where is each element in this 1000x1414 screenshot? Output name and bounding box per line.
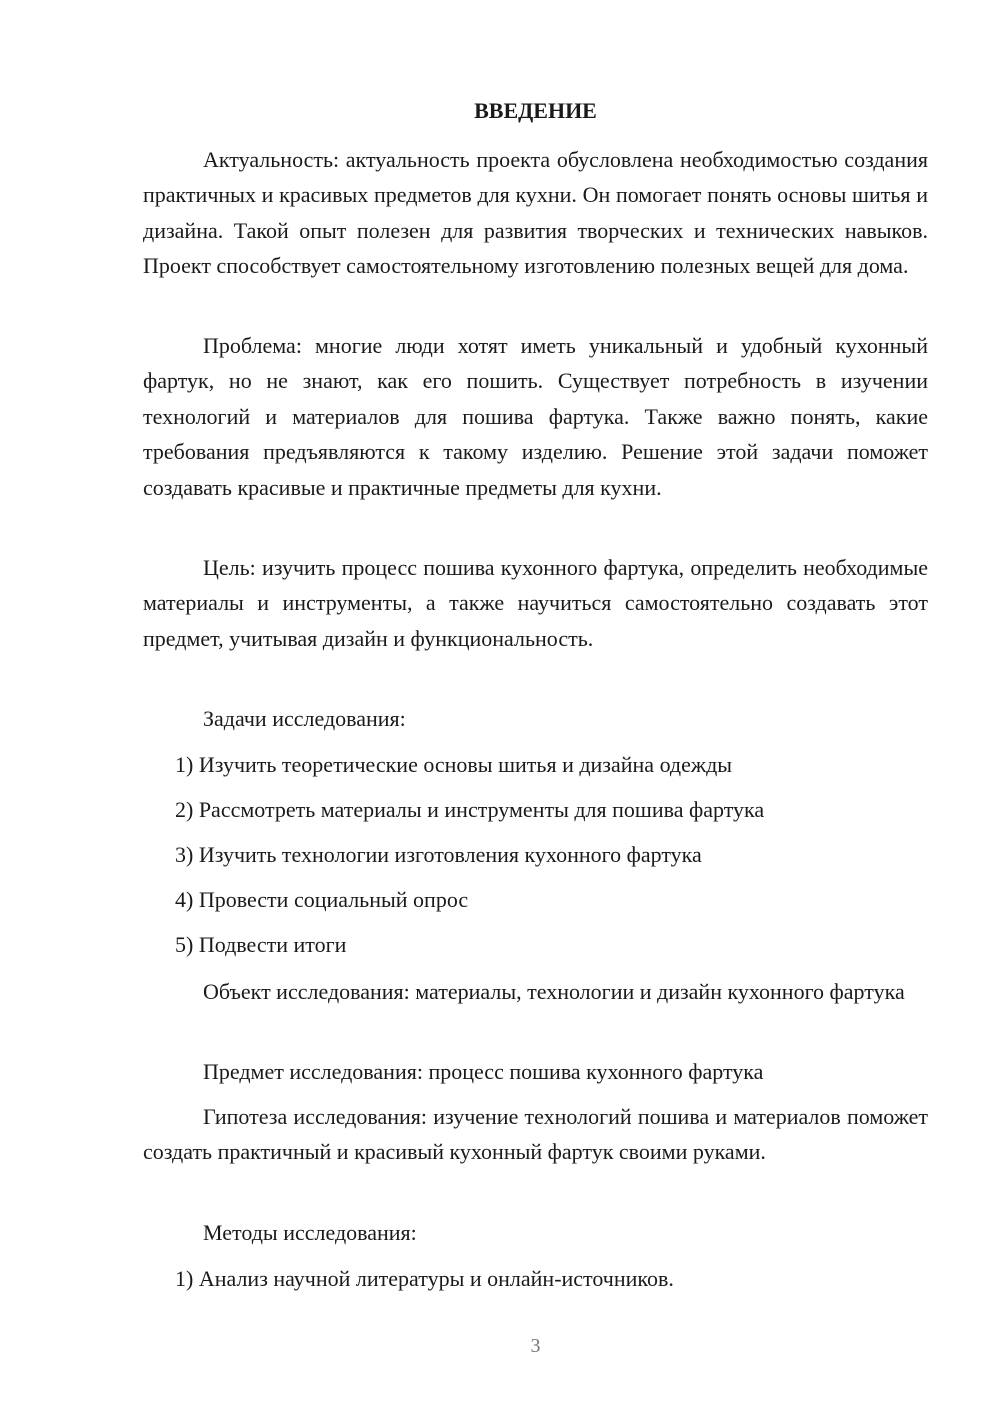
task-item-2-block bbox=[143, 792, 928, 827]
list-item: 1) Изучить теоретические основы шитья и дизайна одежды bbox=[175, 752, 733, 777]
subject-section bbox=[143, 1054, 928, 1089]
problem-section bbox=[143, 328, 928, 505]
goal-paragraph: Цель: изучить процесс пошива кухонного фартука, определить необходимые материалы и инструменты, а также научиться самостоятельно создавать этот предмет, учитывая дизайн и функциональность. bbox=[143, 555, 928, 651]
list-item: 4) Провести социальный опрос bbox=[175, 887, 469, 912]
methods-heading: Методы исследования: bbox=[203, 1220, 417, 1245]
hypothesis-section bbox=[143, 1099, 928, 1170]
page-title: ВВЕДЕНИЕ bbox=[474, 98, 597, 123]
methods-heading-block bbox=[143, 1215, 928, 1250]
tasks-heading-block bbox=[143, 701, 928, 736]
list-item: 2) Рассмотреть материалы и инструменты для пошива фартука bbox=[175, 797, 765, 822]
list-item: 5) Подвести итоги bbox=[175, 932, 347, 957]
object-section bbox=[143, 974, 928, 1009]
relevance-section bbox=[143, 142, 928, 284]
goal-section bbox=[143, 550, 928, 656]
task-item-5-block bbox=[143, 927, 928, 962]
list-item: 1) Анализ научной литературы и онлайн-источников. bbox=[175, 1266, 674, 1291]
tasks-heading: Задачи исследования: bbox=[203, 706, 406, 731]
hypothesis-paragraph: Гипотеза исследования: изучение технологий пошива и материалов поможет создать практичный и красивый кухонный фартук своими руками. bbox=[143, 1104, 928, 1165]
task-item-4-block bbox=[143, 882, 928, 917]
page-number: 3 bbox=[530, 1335, 541, 1357]
list-item: 3) Изучить технологии изготовления кухонного фартука bbox=[175, 842, 702, 867]
method-item-1-block bbox=[143, 1261, 928, 1296]
subject-paragraph: Предмет исследования: процесс пошива кухонного фартука bbox=[203, 1059, 764, 1084]
problem-paragraph: Проблема: многие люди хотят иметь уникальный и удобный кухонный фартук, но не знают, как его пошить. Существует потребность в изучении технологий и материалов для пошива фартука. Также важно понять, какие требования предъявляются к такому изделию. Решение этой задачи поможет создавать красивые и практичные предметы для кухни. bbox=[143, 333, 928, 500]
object-paragraph: Объект исследования: материалы, технологии и дизайн кухонного фартука bbox=[203, 979, 905, 1004]
task-item-3-block bbox=[143, 837, 928, 872]
task-item-1-block bbox=[143, 747, 928, 782]
relevance-paragraph: Актуальность: актуальность проекта обусловлена необходимостью создания практичных и красивых предметов для кухни. Он помогает понять основы шитья и дизайна. Такой опыт полезен для развития творческих и технических навыков. Проект способствует самостоятельному изготовлению полезных вещей для дома. bbox=[143, 147, 928, 279]
